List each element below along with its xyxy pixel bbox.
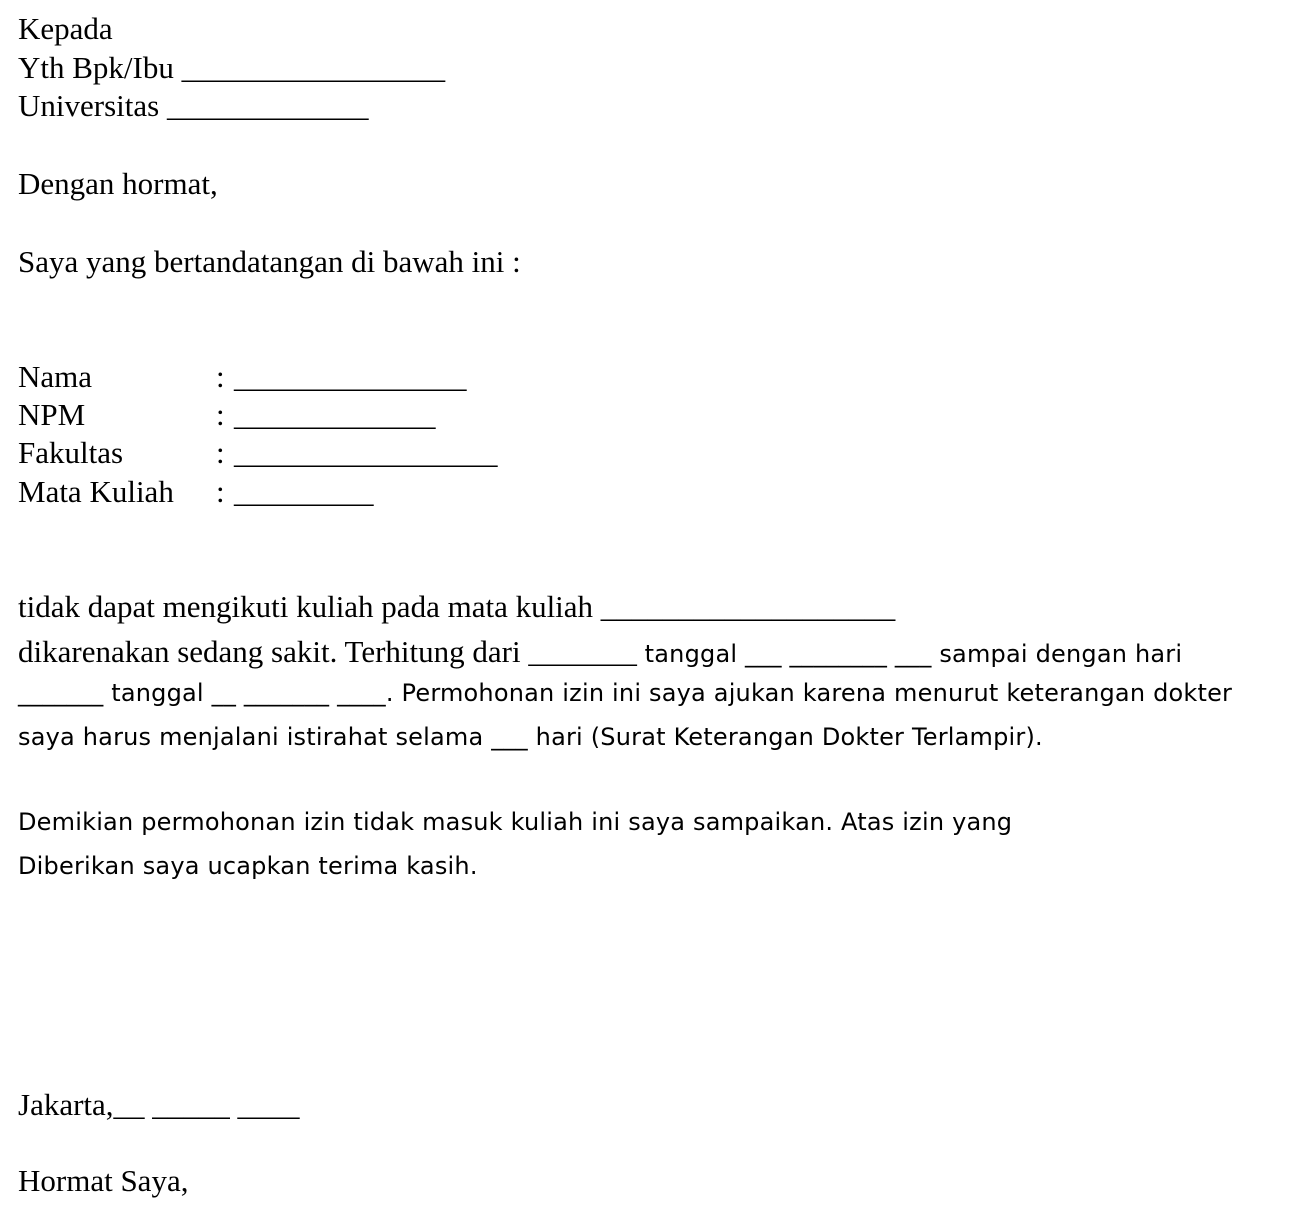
field-colon: :: [216, 474, 225, 509]
field-label: Fakultas: [18, 435, 124, 470]
intro-statement: Saya yang bertandatangan di bawah ini :: [18, 244, 521, 279]
body-line-3: _______ tanggal __ _______ ____. Permohonan izin ini saya ajukan karena menurut keterangan dokter: [18, 679, 1233, 707]
signature-regards: Hormat Saya,: [18, 1163, 189, 1198]
body-line-2: [18, 636, 1182, 667]
body-line-2-sans: tanggal ___ ________ ___ sampai dengan hari: [636, 640, 1183, 668]
recipient-universitas: Universitas _____________: [18, 88, 369, 123]
recipient-kepada: Kepada: [18, 11, 113, 46]
field-colon: :: [216, 359, 225, 394]
field-blank: _________: [234, 474, 374, 509]
field-blank: _______________: [234, 359, 467, 394]
signature-place-date: Jakarta,__ _____ ____: [18, 1087, 300, 1122]
field-blank: _____________: [234, 397, 436, 432]
recipient-yth: Yth Bpk/Ibu _________________: [18, 50, 446, 85]
field-label: Mata Kuliah: [18, 474, 174, 509]
body-line-2-serif: dikarenakan sedang sakit. Terhitung dari _______: [18, 634, 637, 669]
body-line-1: tidak dapat mengikuti kuliah pada mata kuliah ___________________: [18, 589, 896, 624]
field-label: Nama: [18, 359, 93, 394]
field-label: NPM: [18, 397, 86, 432]
field-colon: :: [216, 397, 225, 432]
body-line-4: saya harus menjalani istirahat selama ___ hari (Surat Keterangan Dokter Terlampir).: [18, 723, 1043, 751]
closing-line-1: Demikian permohonan izin tidak masuk kuliah ini saya sampaikan. Atas izin yang: [18, 808, 1013, 836]
closing-line-2: Diberikan saya ucapkan terima kasih.: [18, 852, 478, 880]
greeting: Dengan hormat,: [18, 166, 218, 201]
field-colon: :: [216, 435, 225, 470]
field-blank: _________________: [234, 435, 498, 470]
